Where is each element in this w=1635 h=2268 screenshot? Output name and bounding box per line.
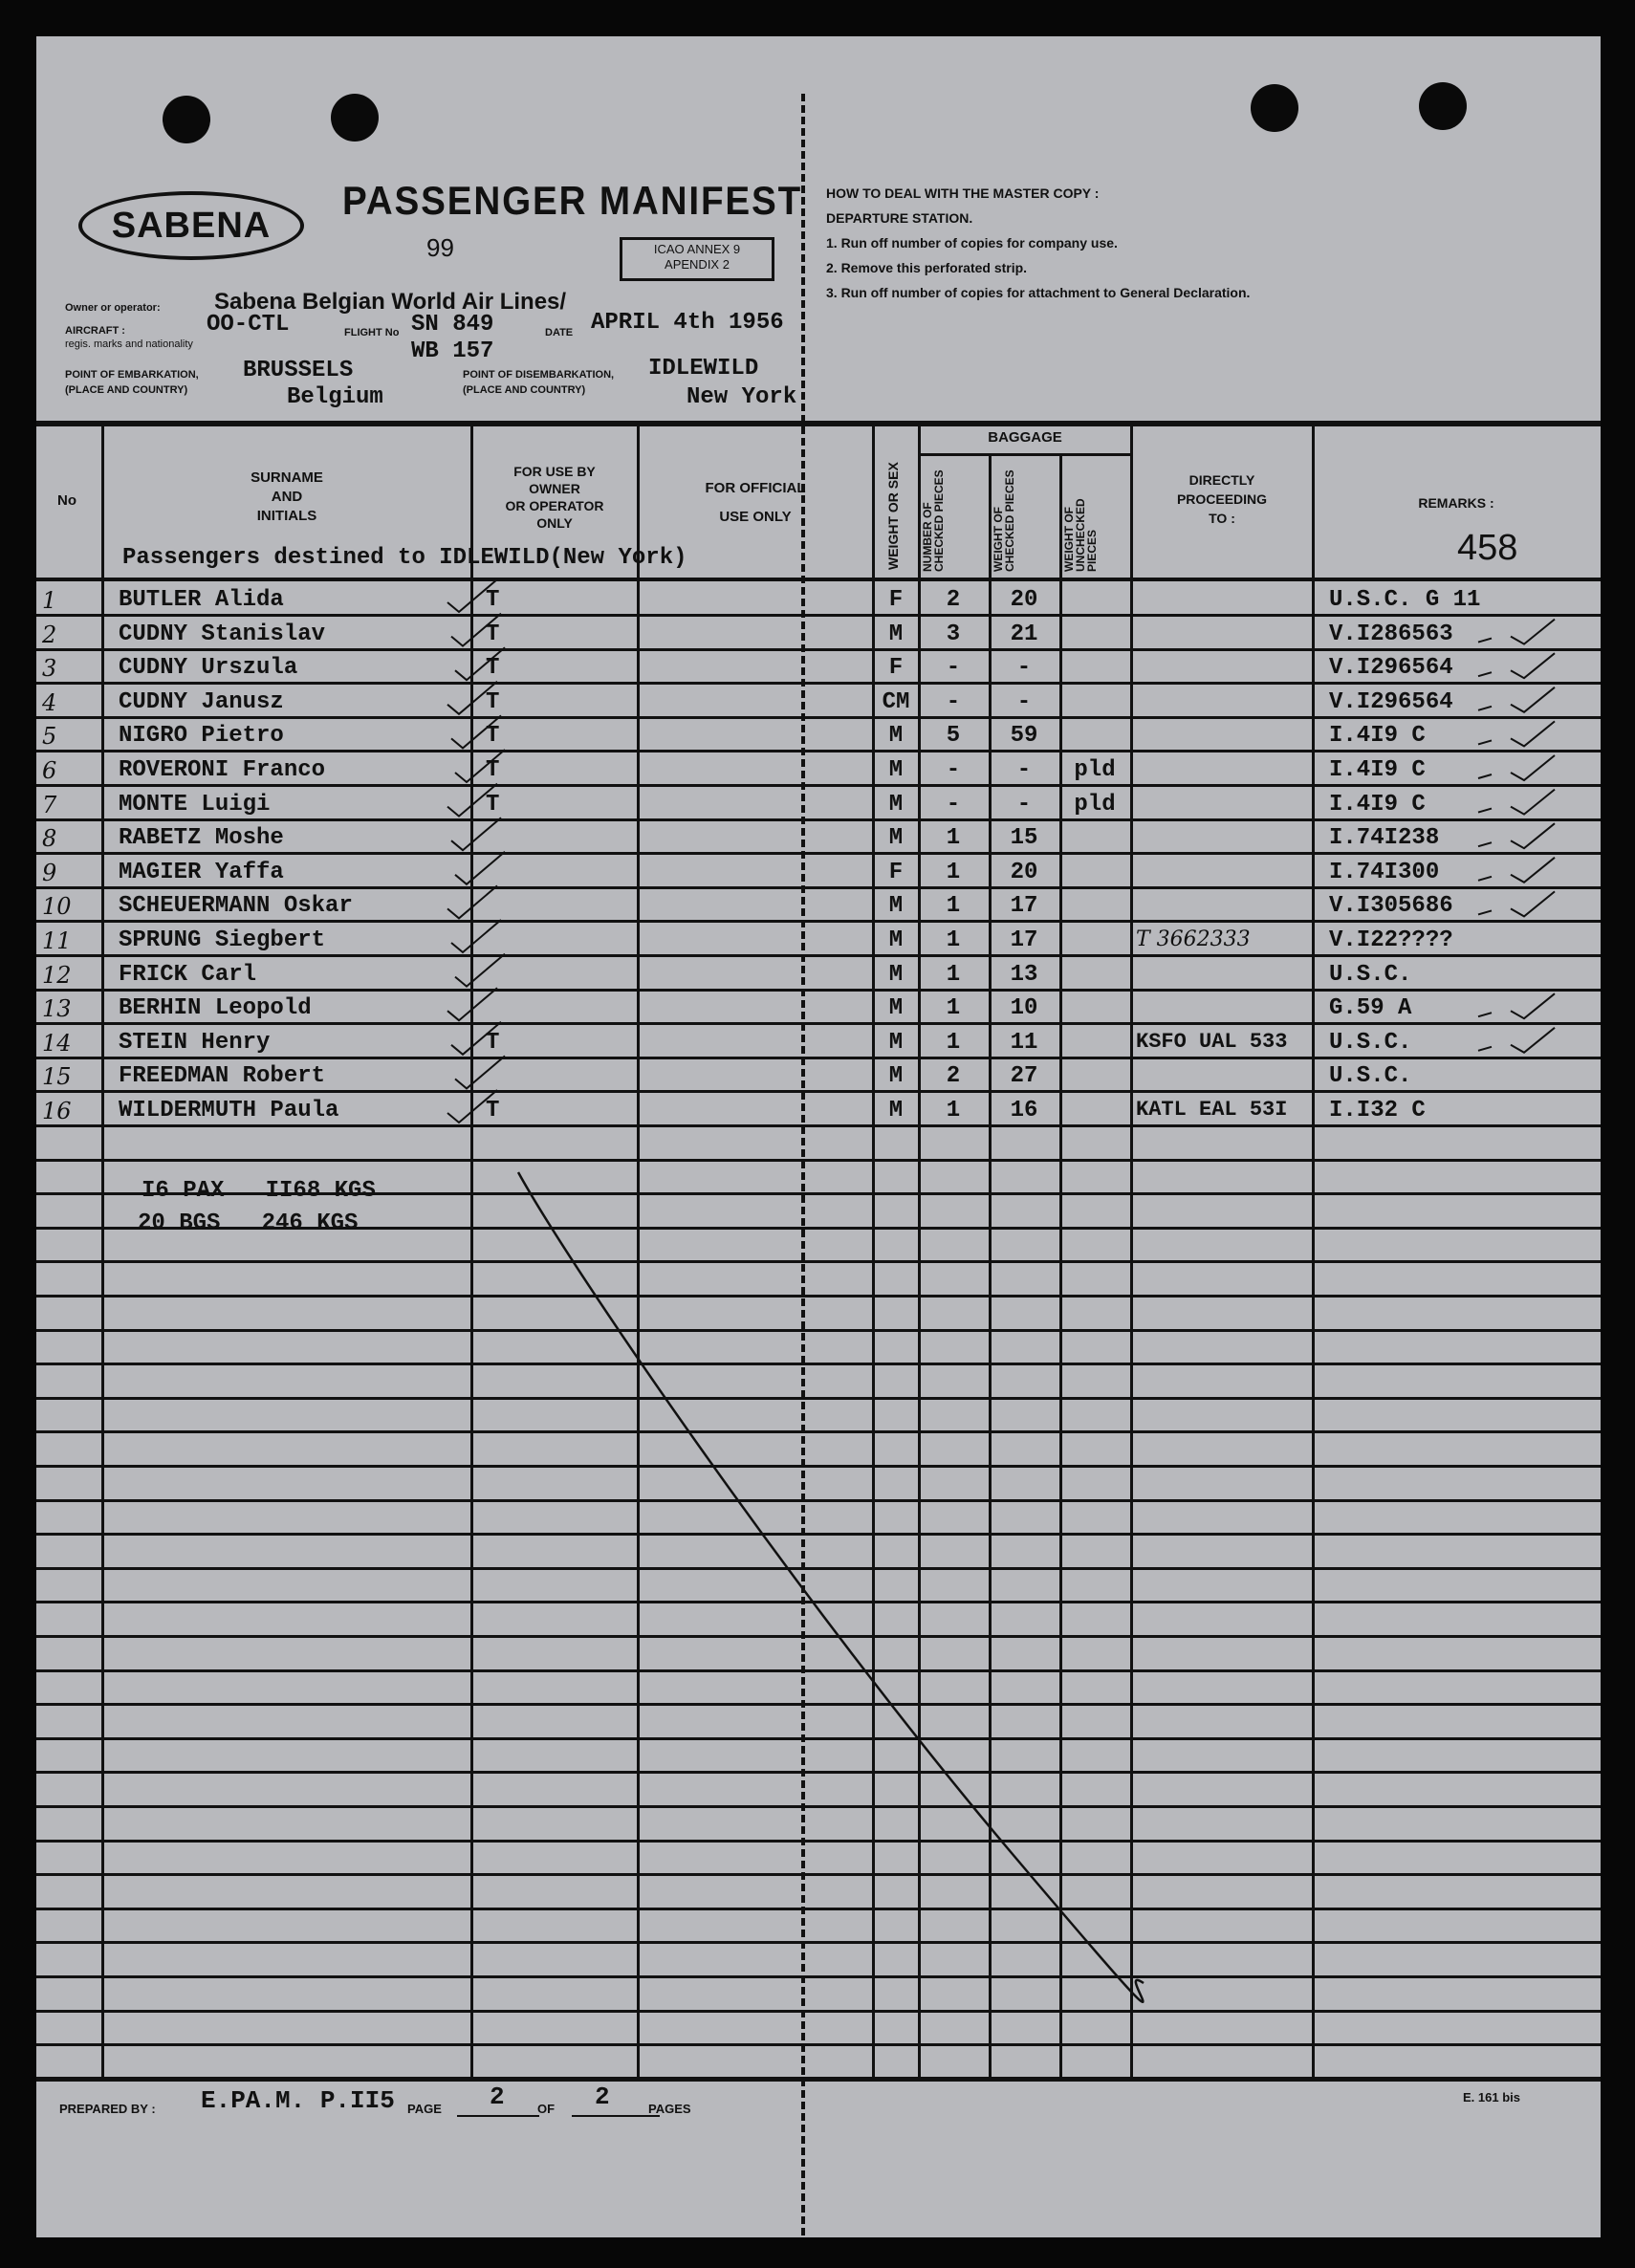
owner-use-mark: T (486, 587, 500, 613)
instruction-item: 2. Remove this perforated strip. (826, 260, 1028, 275)
passenger-remarks: V.I296564 (1329, 689, 1453, 715)
passenger-sex: M (888, 893, 904, 919)
check-mark-icon (455, 852, 505, 884)
owner-use-mark: T (486, 757, 500, 783)
date-label: DATE (545, 327, 574, 338)
passenger-sex: F (888, 655, 904, 681)
owner-use-mark: T (486, 622, 500, 647)
column-header-no: No (57, 492, 76, 509)
manifest-page (36, 36, 1601, 2237)
checked-pieces: 1 (946, 893, 961, 919)
prepared-value: E.PA.M. P.II5 (201, 2086, 395, 2115)
flight-value-2: WB 157 (411, 338, 494, 364)
passenger-sex: M (888, 1098, 904, 1123)
checked-pieces: 1 (946, 825, 961, 851)
column-header-owner-use: FOR USE BY OWNER OR OPERATOR ONLY (505, 464, 604, 531)
checked-pieces: 1 (946, 995, 961, 1021)
remarks-tick-icon (1478, 790, 1555, 815)
passenger-sex: M (888, 1063, 904, 1089)
passenger-number: 10 (42, 893, 72, 920)
check-mark-icon (447, 579, 497, 612)
passenger-sex: M (888, 792, 904, 818)
passenger-remarks: U.S.C. (1329, 962, 1412, 988)
unchecked-weight: pld (1074, 792, 1116, 818)
embark-country: Belgium (287, 384, 383, 410)
check-mark-icon (451, 818, 501, 850)
disembark-label: POINT OF DISEMBARKATION, (463, 369, 615, 381)
check-mark-icon (451, 1022, 501, 1055)
checked-weight: - (1016, 792, 1032, 818)
column-header-weight-sex: WEIGHT OR SEX (885, 462, 901, 570)
checked-weight: 13 (1010, 962, 1038, 988)
embark-value: BRUSSELS (243, 358, 354, 383)
owner-label: Owner or operator: (65, 302, 161, 314)
pages-label: PAGES (648, 2102, 691, 2116)
checked-weight: 17 (1010, 893, 1038, 919)
proceeding-to: KATL EAL 53I (1136, 1098, 1288, 1122)
check-mark-icon (455, 647, 505, 680)
of-label: OF (537, 2102, 556, 2116)
passenger-number: 12 (42, 962, 72, 989)
remarks-tick-icon (1478, 653, 1555, 678)
remarks-tick-icon (1478, 1028, 1555, 1053)
owner-use-mark: T (486, 1098, 500, 1123)
aircraft-sublabel: regis. marks and nationality (65, 338, 193, 350)
owner-use-mark: T (486, 1030, 500, 1056)
checked-pieces: 1 (946, 1030, 961, 1056)
passenger-name: CUDNY Janusz (119, 689, 284, 715)
passenger-name: BERHIN Leopold (119, 995, 312, 1021)
checked-weight: 16 (1010, 1098, 1038, 1123)
passenger-sex: CM (882, 689, 910, 715)
remarks-tick-icon (1478, 687, 1555, 712)
owner-use-mark: T (486, 723, 500, 749)
passenger-sex: M (888, 825, 904, 851)
owner-use-mark: T (486, 689, 500, 715)
page-label: PAGE (407, 2102, 442, 2116)
checked-weight: - (1016, 757, 1032, 783)
passenger-number: 7 (42, 792, 57, 818)
checked-pieces: 2 (946, 587, 961, 613)
passenger-name: RABETZ Moshe (119, 825, 284, 851)
check-mark-icon (447, 682, 497, 714)
remarks-tick-icon (1478, 755, 1555, 780)
passenger-name: MAGIER Yaffa (119, 860, 284, 885)
passenger-remarks: V.I22???? (1329, 927, 1453, 953)
passenger-sex: M (888, 995, 904, 1021)
remarks-tick-icon (1478, 823, 1555, 848)
check-mark-icon (451, 614, 501, 646)
passenger-name: FRICK Carl (119, 962, 257, 988)
checked-pieces: - (946, 792, 961, 818)
form-code: E. 161 bis (1463, 2090, 1520, 2104)
checked-weight: 17 (1010, 927, 1038, 953)
passenger-number: 8 (42, 825, 57, 852)
passenger-name: CUDNY Stanislav (119, 622, 326, 647)
check-mark-icon (447, 885, 497, 918)
passenger-number: 3 (42, 655, 57, 682)
page-value: 2 (490, 2083, 505, 2111)
passenger-remarks: U.S.C. (1329, 1030, 1412, 1056)
destined-note: Passengers destined to IDLEWILD(New York) (122, 545, 687, 571)
column-header-unchecked-weight: WEIGHT OF UNCHECKED PIECES (1062, 498, 1099, 572)
passenger-sex: M (888, 723, 904, 749)
column-header-remarks: REMARKS : (1418, 495, 1494, 511)
checked-weight: 59 (1010, 723, 1038, 749)
column-header-checked-pieces: NUMBER OF CHECKED PIECES (921, 469, 946, 572)
column-header-checked-weight: WEIGHT OF CHECKED PIECES (992, 469, 1016, 572)
checked-pieces: 2 (946, 1063, 961, 1089)
passenger-number: 6 (42, 757, 57, 784)
disembark-value: IDLEWILD (648, 356, 759, 382)
form-title: PASSENGER MANIFEST (342, 178, 803, 223)
passenger-remarks: U.S.C. G 11 (1329, 587, 1481, 613)
passenger-number: 2 (42, 622, 57, 648)
check-mark-icon (455, 750, 505, 782)
checked-weight: 10 (1010, 995, 1038, 1021)
passenger-remarks: I.74I300 (1329, 860, 1440, 885)
checked-pieces: - (946, 757, 961, 783)
instruction-item: 3. Run off number of copies for attachment to General Declaration. (826, 285, 1251, 300)
passenger-remarks: I.I32 C (1329, 1098, 1426, 1123)
remarks-tick-icon (1478, 721, 1555, 746)
unchecked-weight: pld (1074, 757, 1116, 783)
passenger-number: 15 (42, 1063, 72, 1090)
disembark-country: New York (687, 384, 797, 410)
date-value: APRIL 4th 1956 (591, 310, 784, 336)
column-header-official-use: FOR OFFICIAL USE ONLY (705, 480, 806, 525)
remarks-number: 458 (1457, 528, 1518, 568)
passenger-remarks: V.I296564 (1329, 655, 1453, 681)
checked-pieces: - (946, 655, 961, 681)
passenger-remarks: I.4I9 C (1329, 757, 1426, 783)
passenger-name: WILDERMUTH Paula (119, 1098, 339, 1123)
check-mark-icon (447, 1090, 497, 1123)
passenger-name: FREEDMAN Robert (119, 1063, 326, 1089)
passenger-sex: M (888, 757, 904, 783)
passenger-name: NIGRO Pietro (119, 723, 284, 749)
form-number: 99 (426, 233, 454, 262)
remarks-tick-icon (1478, 993, 1555, 1018)
passenger-sex: F (888, 587, 904, 613)
flight-label: FLIGHT No (344, 327, 400, 338)
checked-weight: 20 (1010, 860, 1038, 885)
checked-weight: - (1016, 655, 1032, 681)
column-header-proceeding: DIRECTLY PROCEEDING TO : (1176, 472, 1268, 526)
column-header-baggage: BAGGAGE (988, 429, 1062, 446)
passenger-name: MONTE Luigi (119, 792, 271, 818)
prepared-label: PREPARED BY : (59, 2102, 156, 2116)
passenger-name: ROVERONI Franco (119, 757, 326, 783)
check-mark-icon (447, 784, 497, 817)
disembark-sublabel: (PLACE AND COUNTRY) (463, 384, 586, 396)
check-mark-icon (451, 920, 501, 952)
passenger-number: 4 (42, 689, 57, 716)
owner-use-mark: T (486, 655, 500, 681)
instructions-title: HOW TO DEAL WITH THE MASTER COPY : (826, 185, 1100, 201)
checked-pieces: 5 (946, 723, 961, 749)
passenger-sex: M (888, 1030, 904, 1056)
passenger-number: 5 (42, 723, 57, 750)
passenger-remarks: U.S.C. (1329, 1063, 1412, 1089)
checked-weight: 11 (1010, 1030, 1038, 1056)
checked-pieces: - (946, 689, 961, 715)
aircraft-value: OO-CTL (207, 312, 290, 338)
checked-pieces: 1 (946, 860, 961, 885)
passenger-number: 14 (42, 1030, 72, 1057)
check-mark-icon (447, 988, 497, 1020)
embark-label: POINT OF EMBARKATION, (65, 369, 199, 381)
passenger-sex: M (888, 962, 904, 988)
passenger-name: BUTLER Alida (119, 587, 284, 613)
owner-use-mark: T (486, 792, 500, 818)
sabena-logo: SABENA (78, 191, 304, 260)
remarks-tick-icon (1478, 858, 1555, 883)
passenger-number: 13 (42, 995, 72, 1022)
passenger-sex: F (888, 860, 904, 885)
passenger-number: 9 (42, 860, 57, 886)
of-value: 2 (595, 2083, 610, 2111)
remarks-tick-icon (1478, 891, 1555, 916)
check-mark-icon (451, 715, 501, 748)
passenger-remarks: G.59 A (1329, 995, 1412, 1021)
proceeding-to: T 3662333 (1136, 927, 1251, 951)
passenger-sex: M (888, 622, 904, 647)
handwritten-check-marks (36, 36, 1601, 2237)
checked-pieces: 1 (946, 1098, 961, 1123)
passenger-remarks: I.4I9 C (1329, 723, 1426, 749)
passenger-name: CUDNY Urszula (119, 655, 298, 681)
check-mark-icon (455, 954, 505, 987)
checked-weight: 15 (1010, 825, 1038, 851)
checked-weight: 21 (1010, 622, 1038, 647)
owner-value: Sabena Belgian World Air Lines/ (214, 289, 567, 315)
passenger-name: SPRUNG Siegbert (119, 927, 326, 953)
checked-pieces: 1 (946, 927, 961, 953)
passenger-sex: M (888, 927, 904, 953)
passenger-number: 1 (42, 587, 57, 614)
instruction-item: 1. Run off number of copies for company use. (826, 235, 1118, 251)
proceeding-to: KSFO UAL 533 (1136, 1030, 1288, 1054)
checked-pieces: 3 (946, 622, 961, 647)
aircraft-label: AIRCRAFT : (65, 325, 125, 337)
checked-weight: 27 (1010, 1063, 1038, 1089)
checked-weight: 20 (1010, 587, 1038, 613)
passenger-remarks: V.I305686 (1329, 893, 1453, 919)
remarks-tick-icon (1478, 620, 1555, 644)
instructions-subtitle: DEPARTURE STATION. (826, 210, 973, 226)
icao-line-1: ICAO ANNEX 9 (653, 242, 741, 256)
passenger-name: SCHEUERMANN Oskar (119, 893, 353, 919)
icao-line-2: APENDIX 2 (665, 257, 730, 272)
totals-line-1: I6 PAX II68 KGS (142, 1178, 376, 1204)
checked-pieces: 1 (946, 962, 961, 988)
passenger-remarks: I.74I238 (1329, 825, 1440, 851)
totals-line-2: 20 BGS 246 KGS (138, 1210, 359, 1236)
column-header-surname: SURNAME AND INITIALS (251, 469, 323, 524)
passenger-name: STEIN Henry (119, 1030, 271, 1056)
passenger-remarks: V.I286563 (1329, 622, 1453, 647)
check-mark-icon (455, 1056, 505, 1088)
checked-weight: - (1016, 689, 1032, 715)
flight-value: SN 849 (411, 312, 494, 338)
passenger-number: 16 (42, 1098, 72, 1124)
embark-sublabel: (PLACE AND COUNTRY) (65, 384, 188, 396)
passenger-number: 11 (42, 927, 72, 954)
passenger-remarks: I.4I9 C (1329, 792, 1426, 818)
